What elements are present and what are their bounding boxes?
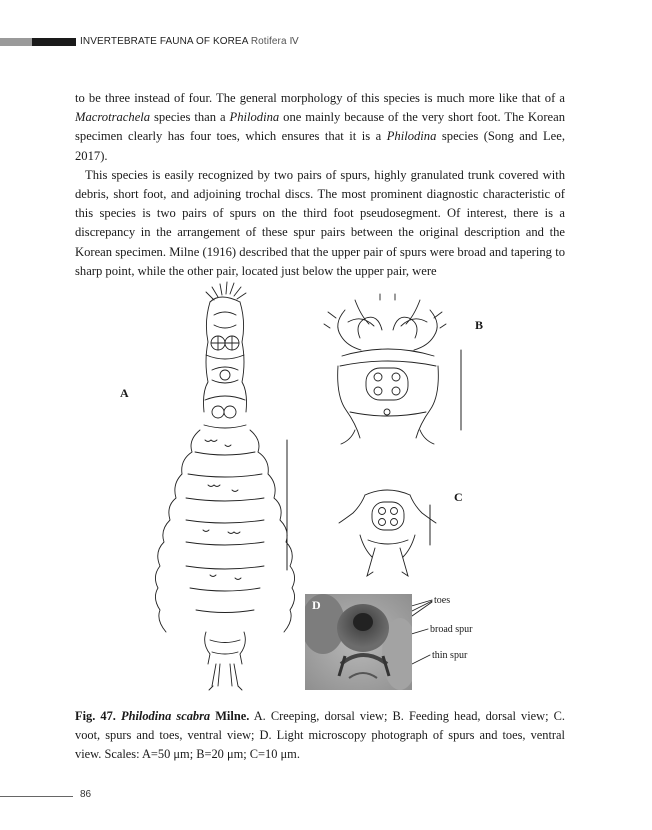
header-bar — [0, 38, 76, 46]
photo-d-image — [305, 594, 412, 690]
drawing-a-creeping-dorsal — [155, 282, 294, 690]
photo-d-light-microscopy — [305, 594, 412, 690]
running-header — [80, 36, 299, 47]
header-bar-black — [32, 38, 76, 46]
label-toes: toes — [434, 595, 451, 606]
figure-caption — [75, 707, 565, 764]
drawing-b-feeding-head — [324, 294, 461, 444]
body-text — [75, 89, 565, 281]
label-broad-spur: broad spur — [430, 624, 473, 635]
figure-label-a: A — [120, 386, 129, 400]
text-run: to be three instead of four. The general morphology of this species is much more like that of a — [75, 91, 565, 105]
paragraph-2: This species is easily recognized by two pairs of spurs, highly granulated trunk covered with debris, short foot, and adjoining trochal discs. The most prominent diagnostic characteristic of this species is two pairs of spurs on the third foot pseudosegment. Of interest, there is a discrepancy in the arrangement of these spur pairs between the original description and the Korean specimen. Milne (1916) described that the upper pair of spurs were broad and tapering to sharp point, while the other pair, located just below the upper pair, were — [75, 167, 565, 278]
text-run: species than a — [150, 110, 230, 125]
footer-rule — [0, 796, 73, 797]
italic-taxon: Philodina — [386, 129, 437, 144]
label-thin-spur: thin spur — [432, 650, 468, 661]
page-number: 86 — [80, 789, 92, 800]
header-bar-grey — [0, 38, 32, 46]
paragraph-1 — [75, 89, 565, 166]
running-header-subtitle: Rotifera Ⅳ — [250, 36, 299, 47]
caption-figure-number: Fig. 47. — [75, 709, 116, 723]
caption-species-name: Philodina scabra — [121, 709, 211, 723]
text-run: species (Song and Lee, 2017). — [75, 129, 565, 163]
figure-label-d: D — [312, 598, 321, 612]
caption-author: Milne. — [215, 709, 250, 723]
italic-taxon: Philodina — [229, 110, 280, 125]
running-header-title: INVERTEBRATE FAUNA OF KOREA — [80, 36, 248, 47]
caption-text: A. Creeping, dorsal view; B. Feeding head, dorsal view; C. voot, spurs and toes, ventral view; D. Light microscopy photograph of spurs and toes, ventral view. Scales: A=50 μm; B=20 μm; C=10 μm. — [75, 709, 565, 761]
figure-label-b: B — [475, 318, 484, 332]
drawing-c-foot-spurs — [339, 490, 436, 576]
text-run: one mainly because of the very short foot. The Korean specimen clearly has four toes, which ensures that it is a — [75, 110, 565, 144]
italic-taxon: Macrotrachela — [75, 110, 151, 125]
figure-label-c: C — [454, 490, 463, 504]
